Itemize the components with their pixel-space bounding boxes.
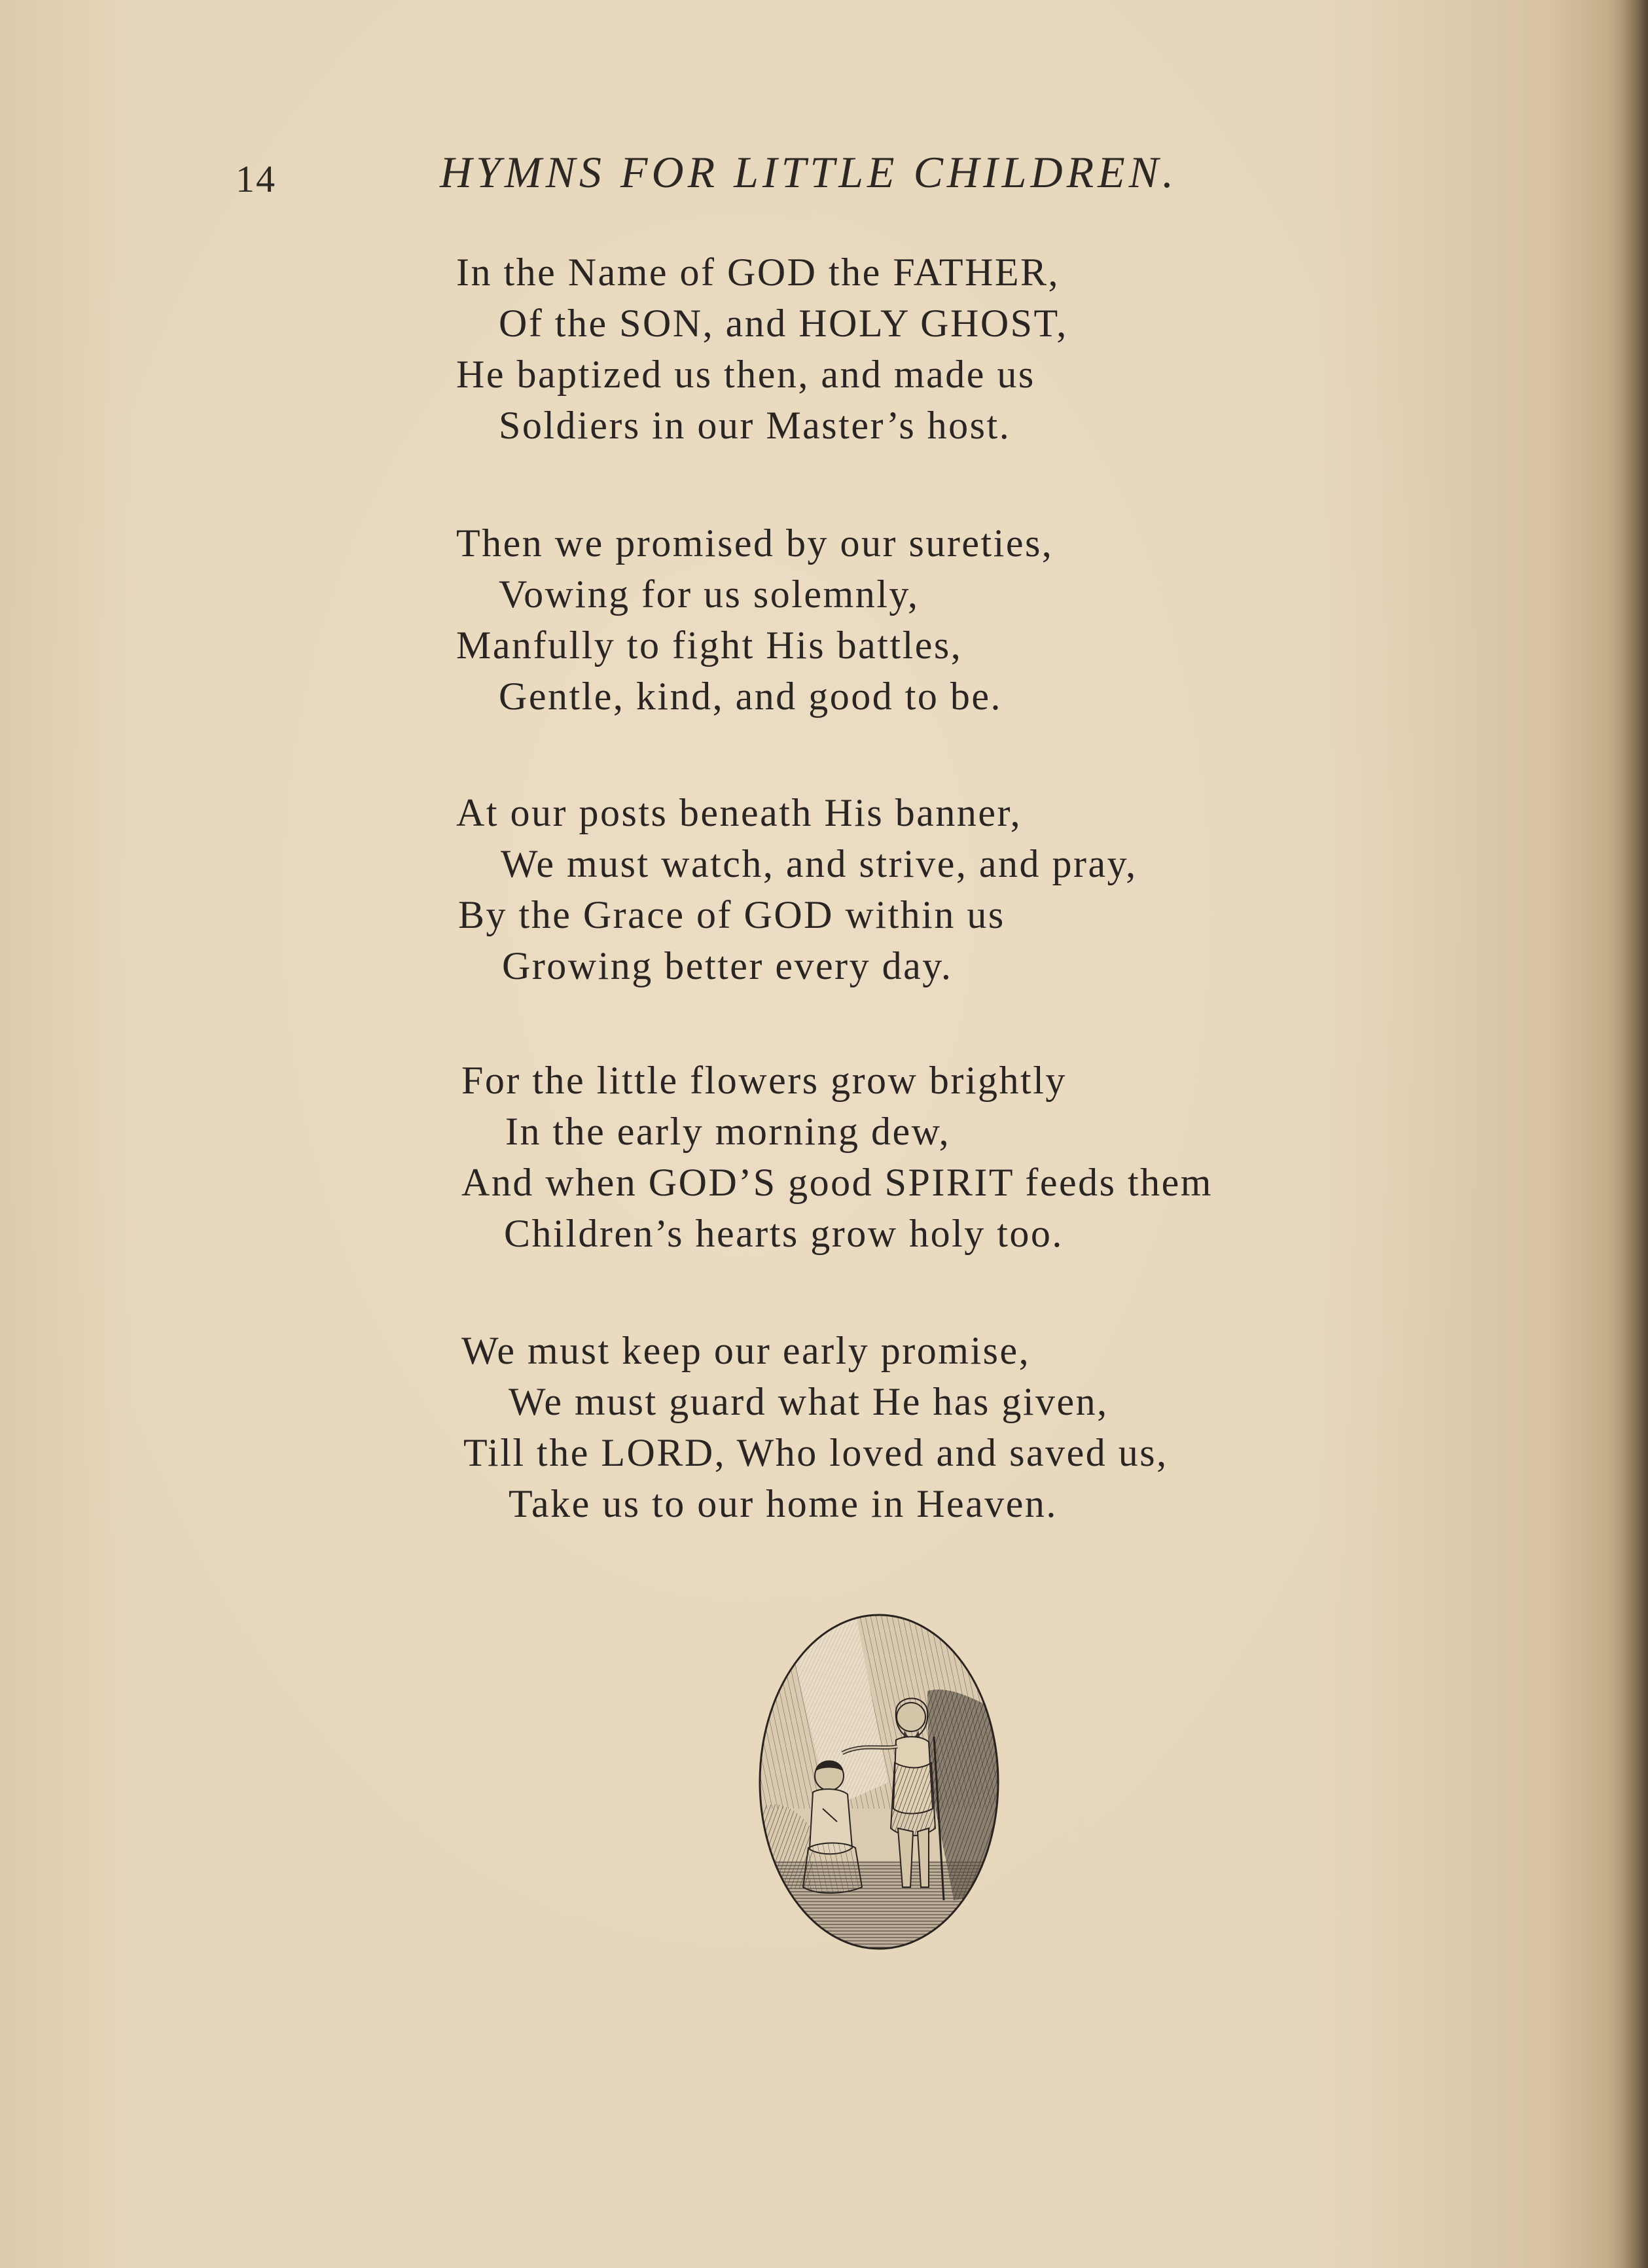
stanza-2-line-1: Then we promised by our sureties, [456,522,1054,565]
stanza-2-line-3: Manfully to fight His battles, [456,624,963,667]
stanza-2-line-2: Vowing for us solemnly, [499,573,920,616]
stanza-1-line-1: In the Name of GOD the FATHER, [456,251,1060,294]
stanza-4-line-3: And when GOD’S good SPIRIT feeds them [461,1161,1213,1204]
stanza-2-line-4: Gentle, kind, and good to be. [499,675,1003,718]
stanza-3-line-1: At our posts beneath His banner, [456,791,1022,834]
stanza-5-line-2: We must guard what He has given, [509,1380,1109,1423]
running-title: HYMNS FOR LITTLE CHILDREN. [440,147,1178,197]
stanza-4-line-4: Children’s hearts grow holy too. [504,1212,1064,1255]
stanza-5-line-3: Till the LORD, Who loved and saved us, [463,1431,1168,1474]
page-edge-shadow [1609,0,1648,2268]
stanza-1-line-4: Soldiers in our Master’s host. [499,404,1011,447]
stanza-3-line-3: By the Grace of GOD within us [458,893,1005,936]
baptism-vignette-icon [757,1612,1001,1951]
page-number: 14 [236,158,276,200]
stanza-3-line-4: Growing better every day. [502,944,953,987]
stanza-1-line-3: He baptized us then, and made us [456,353,1035,396]
stanza-5-line-1: We must keep our early promise, [461,1329,1031,1372]
stanza-4-line-2: In the early morning dew, [505,1110,951,1153]
stanza-4-line-1: For the little flowers grow brightly [461,1059,1067,1102]
stanza-3-line-2: We must watch, and strive, and pray, [501,842,1137,885]
stanza-5-line-4: Take us to our home in Heaven. [509,1482,1058,1525]
stanza-1-line-2: Of the SON, and HOLY GHOST, [499,302,1068,345]
